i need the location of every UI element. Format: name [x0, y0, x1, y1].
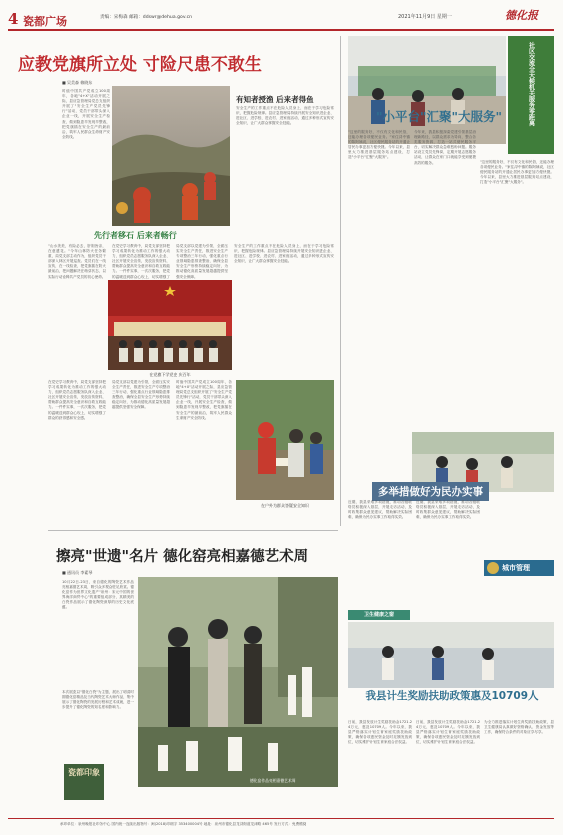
column-divider [340, 36, 341, 526]
firefighters-photo [112, 86, 230, 226]
article1-subhead: 有知者授渔 后来者得鱼 [236, 95, 314, 104]
issue-date: 2021年11月9日 星期一 [398, 14, 452, 20]
badge-vertical-title [508, 36, 554, 154]
article1-col3c: 时值中国共产党成立100周年，各地"4+X"活动开展之际，县应急管理局党总支组织开展了"安全生产党员先锋行"活动，党员干部带头深入企业一线，开展安全生产检查，做到隐患早发现早整改，把党旗插在安全生产的最前沿，筑牢人民群众生命财产安全防线。 [176, 380, 232, 420]
emblem-icon [487, 562, 499, 574]
article5-headline: 我县计生奖励扶助政策惠及10709人 [365, 690, 539, 702]
article2-col2: 今年来，我县积极探索党建引领基层治理新路径，以群众需求为导向，整合各类服务资源，打造一站式便民服务平台，切实解决群众急难愁盼问题。服务站设立党员先锋岗，定期开展志愿服务活动，让群众在家门口就能享受到便捷高效的服务。 [414, 130, 476, 165]
article5-col2: 日前，我县发放计生奖励扶助金1721.24万元，惠及10709人。今年以来，我县严格落实计划生育家庭奖励扶助政策，确保各项惠民资金及时足额发放到位，切实维护计划生育家庭合法权益。 [416, 720, 480, 745]
health-photo [348, 622, 554, 688]
article1-col1b: 在党史学习教育中，局党支部坚持把学习成果转化为推动工作的强大动力，组织党员志愿服务队深入企业、社区开展安全宣传，发放宣传资料，帮助群众提高安全意识和自救互救能力。一件件实事，一次次服务，把党的温暖送到群众心坎上，切实增强了群众的获得感和安全感。 [48, 380, 106, 420]
article1-col3: 局党支部以党建为引领，全面压实安全生产责任，推进安全生产专项整治三年行动，强化重点行业领域隐患排查整治，确保全县安全生产形势持续稳定向好，为推动德化高质量发展超越提供坚强安全保障。 [176, 244, 228, 279]
article3-col1: 近期，我县采取多项措施，推动各级联络员积极深入基层，开展走访活动，及时收集群众意见建议，帮助解决实际困难，确保为民办实事工作取得实效。 [348, 500, 412, 520]
article2-col1: "这里的服务好，不仅有文化和民俗，还能办理各项便民业务。"家住浔中镇的陈阿姨说，社区便民服务站的开通让居民办事更加方便快捷。今年以来，县里大力推进基层服务站点建设，打造"小平台"汇聚"大服务"。 [348, 130, 410, 160]
article4-headline: 擦亮"世遗"名片 德化窑亮相嘉德艺术周 [56, 548, 309, 565]
article1-col2b: 局党支部以党建为引领，全面压实安全生产责任，推进安全生产专项整治三年行动，强化重点行业领域隐患排查整治，确保全县安全生产形势持续稳定向好，为推动德化高质量发展超越提供坚强安全保障。 [112, 380, 170, 410]
photo2-caption: 在党旗下学党史 庆百年 [149, 372, 191, 377]
article1-headline: 应教党旗所立处 寸险尺患不敢生 [18, 55, 262, 75]
article1-caption: 先行者移石 后来者畅行 [94, 231, 177, 240]
article4-seal: 瓷都印象 [64, 764, 104, 800]
article1-byline: ■ 吴美森 赖晓东 [62, 80, 93, 85]
article3-headline: 多举措做好为民办实事 [372, 482, 489, 501]
editor-info: 责编：宋梅森 邮箱：ddswr@dehua.gov.cn [100, 15, 193, 20]
article4-col1: 10月22日-23日，来自德化的陶瓷艺术作品亮相嘉德艺术周，吸引众多观众驻足欣赏。德化窑作为世界文化遗产"泉州：宋元中国的世界海洋商贸中心"的重要组成部分，其精美的白瓷作品展示了德化陶瓷深厚的历史文化底蕴。 [62, 580, 134, 610]
section-title: 瓷都广场 [23, 15, 67, 28]
article5-col1: 日前，我县发放计生奖励扶助金1721.24万元，惠及10709人。今年以来，我县严格落实计划生育家庭奖励扶助政策，确保各项惠民资金及时足额发放到位，切实维护计划生育家庭合法权益。 [348, 720, 412, 745]
header-divider [8, 29, 554, 31]
article3-box-title: 城市管理 [502, 564, 530, 572]
article1-col1: "山水美美，有险必去，肝胆皆亲，在意遣花。"今年山林防火任务繁重，局党支部主动作为，组织党员干部深入林区开展巡查。党员们在一线宣传，在一线检查，把党旗插在防火最前沿，把问题解决在萌芽状态，以实际行动诠释共产党员的初心使命。 [48, 244, 106, 279]
article4-byline: ■ 通讯员 李素琴 [62, 570, 93, 575]
section-divider [48, 530, 338, 531]
article4-col2: 本次展览以"德化白瓷"为主题，展出了明清时期德化窑精品及当代陶瓷艺术大师作品，集中展示了德化陶瓷的发展历程和艺术成就，进一步提升了德化陶瓷的知名度和影响力。 [62, 690, 134, 710]
service-station-photo [348, 36, 506, 144]
newspaper-logo: 德化报 [505, 9, 538, 22]
exhibition-photo [138, 577, 338, 787]
article1-col4-text: 安全生产的工作重点不在危险人员身上，而在于学习危险常识，把握危险规律。县应急管理局持续开展安全知识进企业、进社区、进学校、进农村、进家庭活动，通过多种形式宣传安全知识，让广大群众掌握安全技能。 [236, 106, 334, 126]
footer-text: 承印单位：泉州晚报社印务中心 国内统一连续出版物号：闽(2018)印刷字 353400004号 地址：泉州市德化县龙浔街道龙津路 465号 发行方式：免费赠阅 [60, 822, 307, 826]
article5-col3: 为全力推进落实计划生育奖励扶助政策，县卫生健康局认真做好资格确认、资金发放等工作，确保符合条件的对象应享尽享。 [484, 720, 554, 735]
article1-col2: 在党史学习教育中，局党支部坚持把学习成果转化为推动工作的强大动力，组织党员志愿服务队深入企业、社区开展安全宣传，发放宣传资料，帮助群众提高安全意识和自救互救能力。一件件实事，一次次服务，把党的温暖送到群众心坎上，切实增强了 [112, 244, 170, 279]
article2-headline: "小平台"汇聚"大服务" [376, 109, 503, 124]
article1-col3b: 安全生产的工作重点不在危险人员身上，而在于学习危险常识，把握危险规律。县应急管理局持续开展安全知识进企业、进社区、进学校、进农村、进家庭活动，通过多种形式宣传安全知识，让广大群众掌握安全技能。 [234, 244, 334, 264]
page-number: 4 [8, 10, 19, 28]
article3-box [484, 560, 554, 576]
outdoor-safety-photo [236, 380, 334, 500]
footer-divider [8, 818, 554, 819]
party-meeting-photo [108, 280, 232, 370]
article2-col3: "这里的服务好，不仅有文化和民俗，还能办理各项便民业务。"家住浔中镇的陈阿姨说，社区便民服务站的开通让居民办事更加方便快捷。今年以来，县里大力推进基层服务站点建设，打造"小平台"汇聚"大服务"。 [480, 160, 554, 185]
article1-intro: 时值中国共产党成立100周年，各地"4+X"活动开展之际，县应急管理局党总支组织开展了"安全生产党员先锋行"活动，党员干部带头深入企业一线，开展安全生产检查，做到隐患早发现早整改，把党旗插在安全生产的最前沿，筑牢人民群众生命财产安全防线。 [62, 89, 110, 139]
photo3-caption: 在户外为群众答疑安全知识 [261, 503, 309, 508]
health-tag: 卫生健康之窗 [348, 610, 410, 620]
vertical-title-text: 社区交流全天候机关服务零距离 [527, 42, 535, 126]
article3-col2: 近期，我县采取多项措施，推动各级联络员积极深入基层，开展走访活动，及时收集群众意见建议，帮助解决实际困难，确保为民办实事工作取得实效。 [416, 500, 480, 520]
exhibition-caption: 德化窑作品亮相嘉德艺术周 [250, 778, 296, 783]
